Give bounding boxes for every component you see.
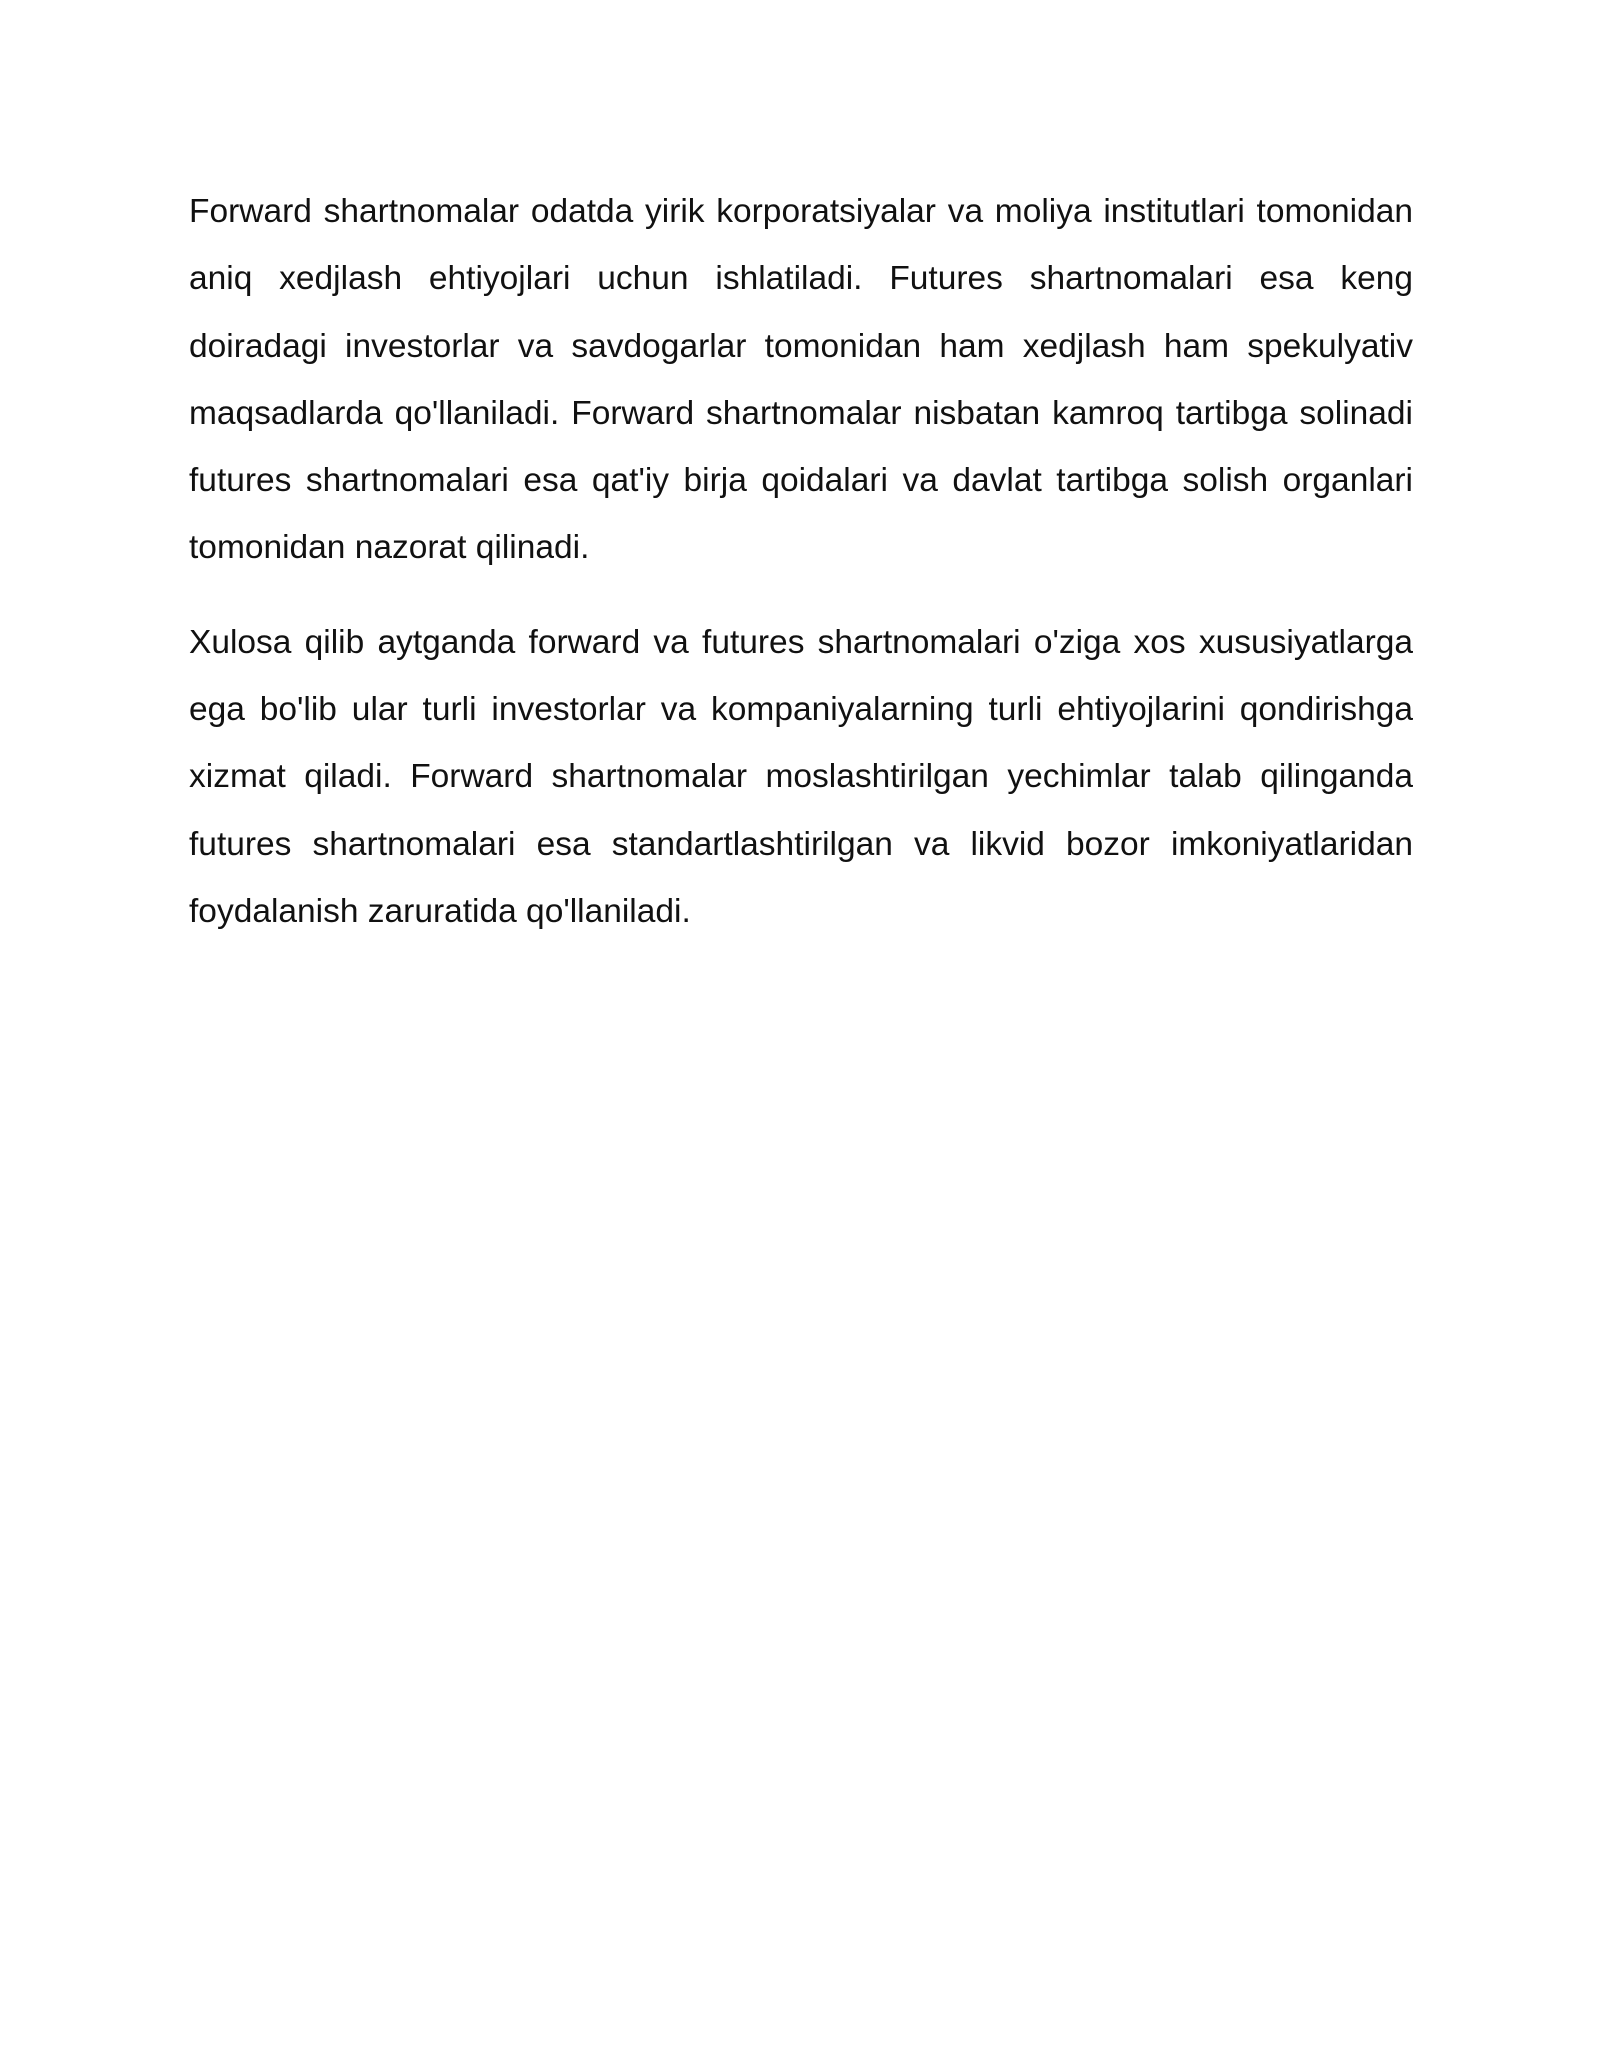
document-body [189, 178, 1413, 972]
paragraph-conclusion: Xulosa qilib aytganda forward va futures shartnomalari o'ziga xos xususiyatlarga ega bo'lib ular turli investorlar va kompaniyalarning turli ehtiyojlarini qondirishga xizmat qiladi. Forward shartnomalar moslashtirilgan yechimlar talab qilinganda futures shartnomalari esa standartlashtirilgan va likvid bozor imkoniyatlaridan foydalanish zaruratida qo'llaniladi. [189, 623, 1413, 930]
paragraph-forward-vs-futures-usage: Forward shartnomalar odatda yirik korporatsiyalar va moliya institutlari tomonidan aniq xedjlash ehtiyojlari uchun ishlatiladi. Futures shartnomalari esa keng doiradagi investorlar va savdogarlar tomonidan ham xedjlash ham spekulyativ maqsadlarda qo'llaniladi. Forward shartnomalar nisbatan kamroq tartibga solinadi futures shartnomalari esa qat'iy birja qoidalari va davlat tartibga solish organlari tomonidan nazorat qilinadi. [189, 193, 1413, 567]
